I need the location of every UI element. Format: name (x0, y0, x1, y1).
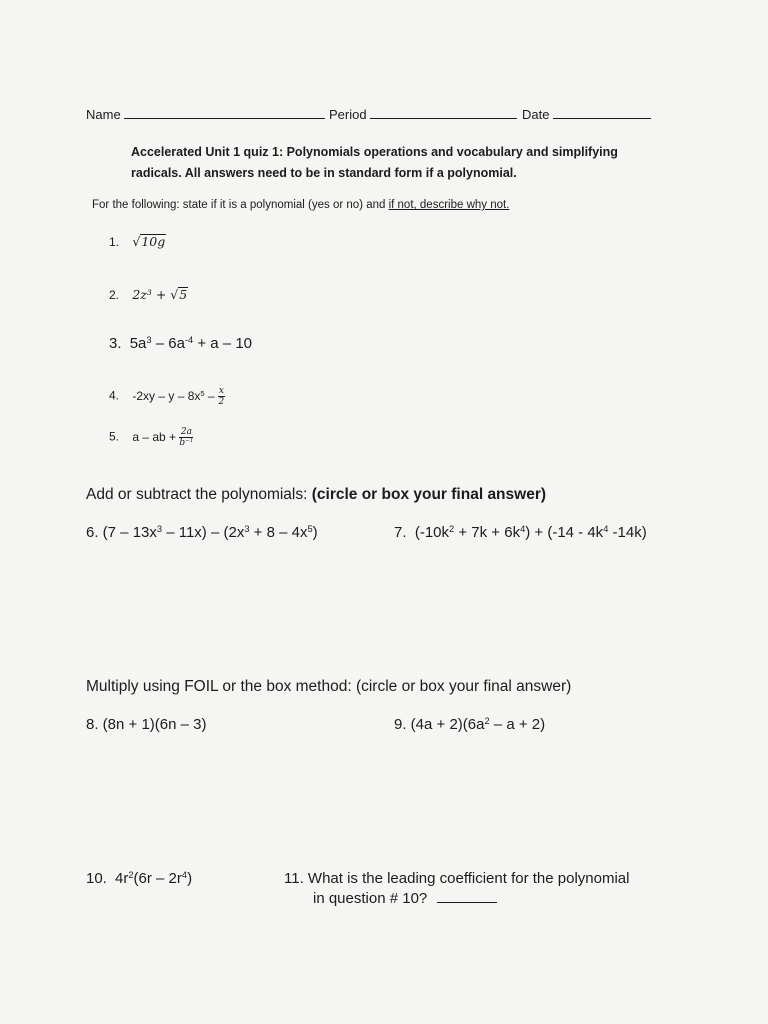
item-number: 5. (109, 429, 120, 444)
add-subtract-heading (86, 486, 546, 504)
question-9: 9. $(4a + 2)(6a^2 - a + 2)$ (394, 715, 546, 733)
question-10 (86, 870, 192, 887)
item-3 (109, 335, 252, 352)
question-10-number: 10. (86, 870, 107, 887)
question-11 (284, 870, 629, 907)
name-blank[interactable] (124, 107, 325, 119)
item-5-expression: a – ab + $\frac{2a}{b^{-1}}$ (132, 427, 194, 448)
item-3-expression: $5a^3 - 6a^{-4} + a - 10$ (129, 334, 253, 352)
question-8: 8. (8n + 1)(6n – 3) (86, 716, 207, 733)
question-11-answer-blank[interactable] (437, 891, 497, 903)
quiz-title-line1: Accelerated Unit 1 quiz 1: Polynomials operations and vocabulary and simplifying (131, 145, 618, 159)
add-subtract-bold: (circle or box your final answer) (311, 486, 547, 503)
item-2 (109, 287, 188, 302)
instructions (92, 199, 509, 211)
date-label: Date (522, 107, 550, 122)
name-field[interactable] (86, 107, 325, 122)
period-field[interactable] (329, 107, 517, 122)
item-5 (109, 427, 193, 448)
item-1 (109, 234, 166, 249)
question-11-prompt: in question # 10? (313, 890, 428, 907)
item-1-expression: √10g (132, 234, 166, 249)
multiply-heading: Multiply using FOIL or the box method: (circle or box your final answer) (86, 678, 572, 695)
instructions-prefix: For the following: state if it is a polynomial (yes or no) and (92, 199, 389, 211)
item-4 (109, 386, 225, 407)
name-label: Name (86, 107, 121, 122)
period-label: Period (329, 107, 367, 122)
item-number: 4. (109, 388, 120, 403)
question-11-line1: 11. What is the leading coefficient for the polynomial (284, 870, 630, 887)
date-blank[interactable] (553, 107, 651, 119)
question-7: 7. $(-10k^2 + 7k + 6k^4) + (-14 - 4k^4$ -14k) (394, 523, 647, 541)
period-blank[interactable] (370, 107, 517, 119)
quiz-title-line2: radicals. All answers need to be in standard form if a polynomial. (131, 166, 517, 180)
date-field[interactable] (522, 107, 651, 122)
instructions-underlined: if not, describe why not. (388, 199, 510, 211)
question-6: 6. $(7 - 13x^3 - 11x) - (2x^3 + 8 - 4x^5)$ (86, 523, 318, 541)
item-number: 2. (109, 288, 120, 302)
question-10-expression: $4r^2(6r - 2r^4)$ (115, 869, 193, 887)
quiz-title (131, 142, 618, 184)
item-number: 3. (109, 335, 122, 352)
add-subtract-lead: Add or subtract the polynomials: (86, 486, 312, 503)
question-11-line2 (313, 890, 629, 907)
item-4-expression: -2xy – y – $8x^5$ – $\frac{x}{2}$ (132, 386, 225, 407)
item-2-expression: $2z^3 + √5$ (132, 287, 188, 302)
item-number: 1. (109, 235, 120, 249)
